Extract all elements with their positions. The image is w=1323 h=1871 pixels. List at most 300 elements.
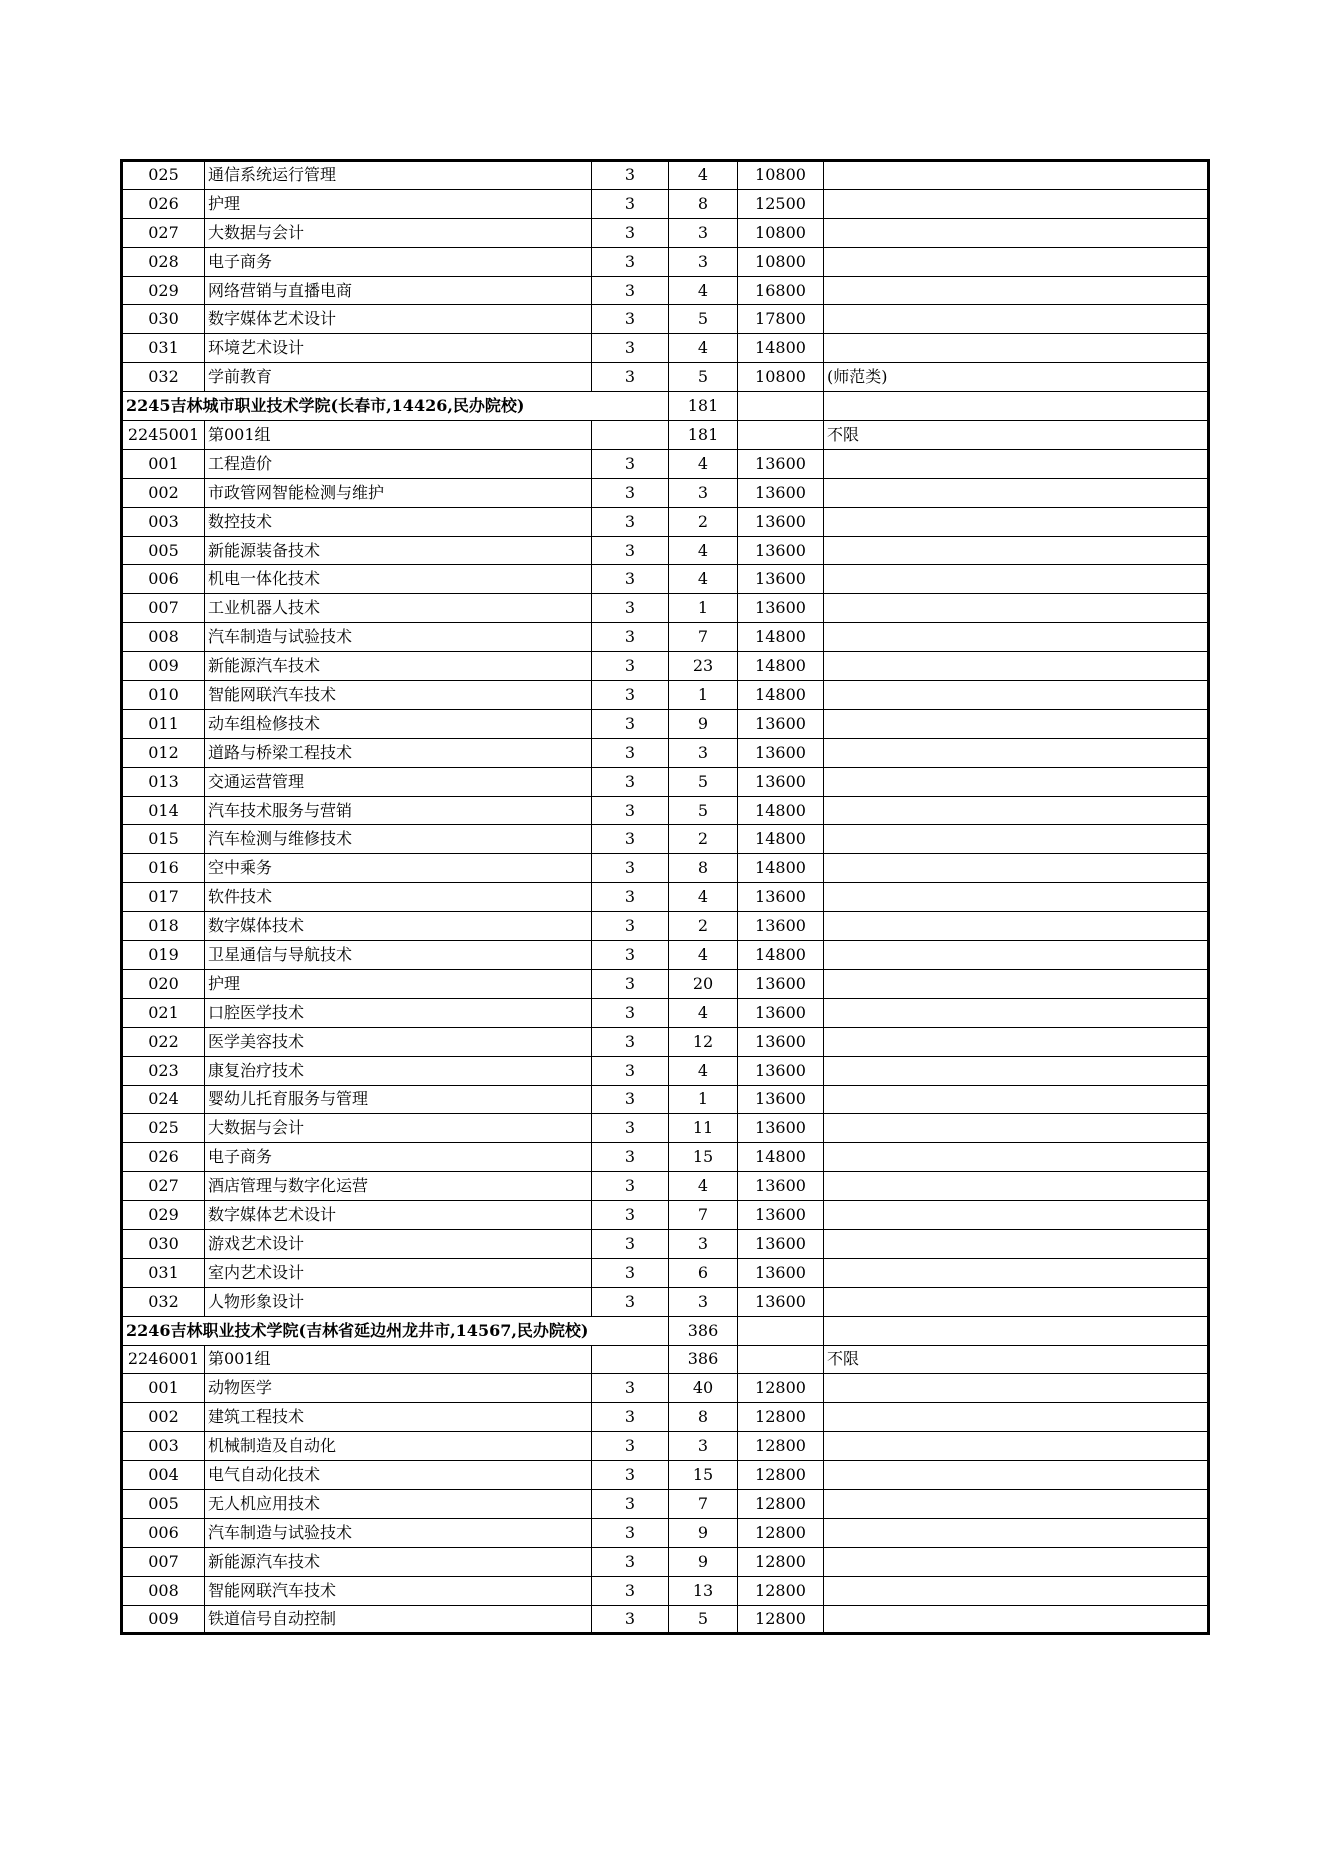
school-name: 2245吉林城市职业技术学院(长春市,14426,民办院校) xyxy=(122,392,669,421)
study-years: 3 xyxy=(592,1576,669,1605)
group-code: 2245001 xyxy=(122,421,205,450)
major-name: 室内艺术设计 xyxy=(205,1258,592,1287)
tuition-fee: 12800 xyxy=(738,1547,824,1576)
note-cell xyxy=(824,1229,1209,1258)
major-code: 025 xyxy=(122,161,205,190)
tuition-fee: 10800 xyxy=(738,247,824,276)
note-cell xyxy=(824,1403,1209,1432)
plan-count: 181 xyxy=(669,392,738,421)
note-cell xyxy=(824,218,1209,247)
major-code: 030 xyxy=(122,305,205,334)
tuition-fee: 10800 xyxy=(738,218,824,247)
plan-count: 3 xyxy=(669,1432,738,1461)
plan-count: 9 xyxy=(669,1518,738,1547)
plan-count: 4 xyxy=(669,536,738,565)
tuition-fee: 13600 xyxy=(738,1027,824,1056)
table-row xyxy=(122,767,1209,796)
plan-count: 23 xyxy=(669,652,738,681)
plan-count: 20 xyxy=(669,969,738,998)
major-code: 027 xyxy=(122,218,205,247)
study-years: 3 xyxy=(592,478,669,507)
table-row xyxy=(122,998,1209,1027)
table-row xyxy=(122,247,1209,276)
note-cell xyxy=(824,1287,1209,1316)
study-years: 3 xyxy=(592,334,669,363)
plan-count: 3 xyxy=(669,738,738,767)
table-row xyxy=(122,1056,1209,1085)
tuition-fee: 13600 xyxy=(738,1085,824,1114)
table-row xyxy=(122,652,1209,681)
study-years: 3 xyxy=(592,681,669,710)
plan-count: 8 xyxy=(669,189,738,218)
group-name: 第001组 xyxy=(205,421,592,450)
major-code: 022 xyxy=(122,1027,205,1056)
major-name: 铁道信号自动控制 xyxy=(205,1605,592,1634)
table-row xyxy=(122,218,1209,247)
table-row xyxy=(122,189,1209,218)
table-row xyxy=(122,623,1209,652)
subject-requirement: 不限 xyxy=(824,1345,1209,1374)
major-name: 新能源汽车技术 xyxy=(205,652,592,681)
tuition-fee: 16800 xyxy=(738,276,824,305)
table-row xyxy=(122,1201,1209,1230)
table-row xyxy=(122,1605,1209,1634)
subject-requirement: 不限 xyxy=(824,421,1209,450)
major-name: 网络营销与直播电商 xyxy=(205,276,592,305)
plan-count: 4 xyxy=(669,449,738,478)
study-years: 3 xyxy=(592,1258,669,1287)
major-name: 电气自动化技术 xyxy=(205,1461,592,1490)
table-row xyxy=(122,969,1209,998)
plan-count: 2 xyxy=(669,825,738,854)
table-row xyxy=(122,1547,1209,1576)
study-years: 3 xyxy=(592,276,669,305)
major-name: 交通运营管理 xyxy=(205,767,592,796)
study-years: 3 xyxy=(592,825,669,854)
major-name: 护理 xyxy=(205,189,592,218)
plan-count: 8 xyxy=(669,1403,738,1432)
table-row xyxy=(122,536,1209,565)
study-years: 3 xyxy=(592,969,669,998)
major-name: 动物医学 xyxy=(205,1374,592,1403)
note-cell xyxy=(824,767,1209,796)
major-code: 025 xyxy=(122,1114,205,1143)
tuition-fee: 13600 xyxy=(738,1172,824,1201)
major-code: 007 xyxy=(122,594,205,623)
note-cell xyxy=(824,738,1209,767)
tuition-fee: 13600 xyxy=(738,1229,824,1258)
major-name: 酒店管理与数字化运营 xyxy=(205,1172,592,1201)
major-code: 001 xyxy=(122,1374,205,1403)
plan-count: 7 xyxy=(669,1201,738,1230)
note-cell xyxy=(824,276,1209,305)
group-code: 2246001 xyxy=(122,1345,205,1374)
study-years: 3 xyxy=(592,507,669,536)
tuition-fee: 13600 xyxy=(738,507,824,536)
note-cell xyxy=(824,449,1209,478)
tuition-fee: 13600 xyxy=(738,536,824,565)
study-years: 3 xyxy=(592,1374,669,1403)
plan-count: 15 xyxy=(669,1143,738,1172)
major-name: 动车组检修技术 xyxy=(205,709,592,738)
note-cell xyxy=(824,1316,1209,1345)
major-code: 011 xyxy=(122,709,205,738)
admission-plan-table xyxy=(120,159,1210,1635)
tuition-fee: 12800 xyxy=(738,1461,824,1490)
note-cell xyxy=(824,623,1209,652)
study-years: 3 xyxy=(592,594,669,623)
group-row xyxy=(122,421,1209,450)
major-name: 软件技术 xyxy=(205,883,592,912)
plan-count: 386 xyxy=(669,1316,738,1345)
study-years: 3 xyxy=(592,1229,669,1258)
study-years: 3 xyxy=(592,1461,669,1490)
major-code: 006 xyxy=(122,565,205,594)
note-cell xyxy=(824,392,1209,421)
tuition-fee: 14800 xyxy=(738,825,824,854)
major-code: 032 xyxy=(122,363,205,392)
table-row xyxy=(122,305,1209,334)
table-row xyxy=(122,1172,1209,1201)
tuition-fee: 14800 xyxy=(738,623,824,652)
major-code: 005 xyxy=(122,1489,205,1518)
table-row xyxy=(122,1403,1209,1432)
major-code: 029 xyxy=(122,1201,205,1230)
study-years: 3 xyxy=(592,623,669,652)
tuition-fee: 13600 xyxy=(738,1258,824,1287)
tuition-fee: 13600 xyxy=(738,998,824,1027)
note-cell xyxy=(824,1143,1209,1172)
plan-count: 15 xyxy=(669,1461,738,1490)
table-row xyxy=(122,478,1209,507)
major-code: 018 xyxy=(122,912,205,941)
tuition-fee: 14800 xyxy=(738,334,824,363)
table-row xyxy=(122,1143,1209,1172)
tuition-fee: 13600 xyxy=(738,565,824,594)
major-code: 032 xyxy=(122,1287,205,1316)
tuition-fee: 13600 xyxy=(738,912,824,941)
major-name: 道路与桥梁工程技术 xyxy=(205,738,592,767)
major-name: 机械制造及自动化 xyxy=(205,1432,592,1461)
major-name: 通信系统运行管理 xyxy=(205,161,592,190)
major-name: 智能网联汽车技术 xyxy=(205,681,592,710)
plan-count: 5 xyxy=(669,767,738,796)
study-years: 3 xyxy=(592,767,669,796)
plan-count: 1 xyxy=(669,594,738,623)
major-name: 建筑工程技术 xyxy=(205,1403,592,1432)
group-row xyxy=(122,1345,1209,1374)
table-row xyxy=(122,1085,1209,1114)
study-years: 3 xyxy=(592,883,669,912)
tuition-fee: 14800 xyxy=(738,796,824,825)
study-years: 3 xyxy=(592,1518,669,1547)
tuition-fee: 12800 xyxy=(738,1403,824,1432)
note-cell xyxy=(824,1489,1209,1518)
table-row xyxy=(122,594,1209,623)
major-code: 003 xyxy=(122,1432,205,1461)
note-cell xyxy=(824,652,1209,681)
study-years: 3 xyxy=(592,449,669,478)
plan-count: 1 xyxy=(669,681,738,710)
major-name: 市政管网智能检测与维护 xyxy=(205,478,592,507)
major-name: 护理 xyxy=(205,969,592,998)
group-name: 第001组 xyxy=(205,1345,592,1374)
major-code: 008 xyxy=(122,1576,205,1605)
major-name: 智能网联汽车技术 xyxy=(205,1576,592,1605)
tuition-fee: 14800 xyxy=(738,681,824,710)
major-name: 电子商务 xyxy=(205,1143,592,1172)
major-name: 汽车检测与维修技术 xyxy=(205,825,592,854)
fee-cell xyxy=(738,392,824,421)
plan-count: 181 xyxy=(669,421,738,450)
table-row xyxy=(122,334,1209,363)
major-code: 006 xyxy=(122,1518,205,1547)
table-row xyxy=(122,1229,1209,1258)
note-cell xyxy=(824,1461,1209,1490)
major-name: 康复治疗技术 xyxy=(205,1056,592,1085)
major-code: 027 xyxy=(122,1172,205,1201)
tuition-fee: 12500 xyxy=(738,189,824,218)
major-name: 人物形象设计 xyxy=(205,1287,592,1316)
major-code: 004 xyxy=(122,1461,205,1490)
table-row xyxy=(122,738,1209,767)
major-code: 017 xyxy=(122,883,205,912)
note-cell xyxy=(824,1027,1209,1056)
note-cell xyxy=(824,825,1209,854)
note-cell xyxy=(824,1432,1209,1461)
major-name: 机电一体化技术 xyxy=(205,565,592,594)
major-name: 大数据与会计 xyxy=(205,1114,592,1143)
plan-count: 6 xyxy=(669,1258,738,1287)
study-years: 3 xyxy=(592,1432,669,1461)
study-years: 3 xyxy=(592,1489,669,1518)
note-cell xyxy=(824,536,1209,565)
years-cell xyxy=(592,1345,669,1374)
note-cell xyxy=(824,334,1209,363)
tuition-fee: 13600 xyxy=(738,1056,824,1085)
plan-count: 5 xyxy=(669,1605,738,1634)
table-row xyxy=(122,1489,1209,1518)
plan-count: 13 xyxy=(669,1576,738,1605)
table-row xyxy=(122,681,1209,710)
tuition-fee: 13600 xyxy=(738,1114,824,1143)
school-header-row xyxy=(122,1316,1209,1345)
note-cell xyxy=(824,854,1209,883)
plan-count: 9 xyxy=(669,709,738,738)
major-name: 工业机器人技术 xyxy=(205,594,592,623)
major-code: 015 xyxy=(122,825,205,854)
study-years: 3 xyxy=(592,709,669,738)
tuition-fee: 12800 xyxy=(738,1518,824,1547)
fee-cell xyxy=(738,421,824,450)
note-cell xyxy=(824,189,1209,218)
plan-count: 3 xyxy=(669,247,738,276)
study-years: 3 xyxy=(592,1172,669,1201)
note-cell xyxy=(824,1518,1209,1547)
table-row xyxy=(122,941,1209,970)
major-code: 026 xyxy=(122,1143,205,1172)
note-cell xyxy=(824,1374,1209,1403)
table-row xyxy=(122,1287,1209,1316)
study-years: 3 xyxy=(592,305,669,334)
tuition-fee: 12800 xyxy=(738,1576,824,1605)
table-row xyxy=(122,363,1209,392)
major-name: 环境艺术设计 xyxy=(205,334,592,363)
note-cell xyxy=(824,1056,1209,1085)
table-row xyxy=(122,507,1209,536)
tuition-fee: 10800 xyxy=(738,161,824,190)
table-row xyxy=(122,854,1209,883)
table-row xyxy=(122,1258,1209,1287)
tuition-fee: 13600 xyxy=(738,1201,824,1230)
major-code: 031 xyxy=(122,334,205,363)
table-row xyxy=(122,796,1209,825)
major-code: 012 xyxy=(122,738,205,767)
note-cell xyxy=(824,796,1209,825)
study-years: 3 xyxy=(592,565,669,594)
major-code: 009 xyxy=(122,1605,205,1634)
note-cell xyxy=(824,1605,1209,1634)
major-name: 工程造价 xyxy=(205,449,592,478)
note-cell xyxy=(824,1576,1209,1605)
tuition-fee: 12800 xyxy=(738,1374,824,1403)
table-row xyxy=(122,1461,1209,1490)
note-cell xyxy=(824,883,1209,912)
plan-count: 5 xyxy=(669,363,738,392)
study-years: 3 xyxy=(592,363,669,392)
note-cell xyxy=(824,478,1209,507)
major-code: 005 xyxy=(122,536,205,565)
major-name: 医学美容技术 xyxy=(205,1027,592,1056)
note-cell xyxy=(824,565,1209,594)
study-years: 3 xyxy=(592,1114,669,1143)
major-code: 030 xyxy=(122,1229,205,1258)
table-row xyxy=(122,1518,1209,1547)
tuition-fee: 14800 xyxy=(738,652,824,681)
table-row xyxy=(122,276,1209,305)
study-years: 3 xyxy=(592,1287,669,1316)
major-name: 汽车技术服务与营销 xyxy=(205,796,592,825)
major-name: 新能源装备技术 xyxy=(205,536,592,565)
major-code: 013 xyxy=(122,767,205,796)
tuition-fee: 14800 xyxy=(738,1143,824,1172)
study-years: 3 xyxy=(592,161,669,190)
study-years: 3 xyxy=(592,1403,669,1432)
major-name: 新能源汽车技术 xyxy=(205,1547,592,1576)
table-row xyxy=(122,883,1209,912)
major-code: 010 xyxy=(122,681,205,710)
study-years: 3 xyxy=(592,998,669,1027)
years-cell xyxy=(592,421,669,450)
note-cell xyxy=(824,709,1209,738)
plan-count: 4 xyxy=(669,941,738,970)
table-row xyxy=(122,1432,1209,1461)
plan-count: 4 xyxy=(669,565,738,594)
note-cell xyxy=(824,1114,1209,1143)
plan-count: 7 xyxy=(669,1489,738,1518)
tuition-fee: 12800 xyxy=(738,1605,824,1634)
plan-count: 3 xyxy=(669,478,738,507)
plan-count: 12 xyxy=(669,1027,738,1056)
study-years: 3 xyxy=(592,1605,669,1634)
major-code: 002 xyxy=(122,1403,205,1432)
study-years: 3 xyxy=(592,854,669,883)
major-name: 口腔医学技术 xyxy=(205,998,592,1027)
table-row xyxy=(122,449,1209,478)
major-name: 电子商务 xyxy=(205,247,592,276)
table-row xyxy=(122,565,1209,594)
plan-count: 3 xyxy=(669,1229,738,1258)
major-code: 003 xyxy=(122,507,205,536)
major-name: 游戏艺术设计 xyxy=(205,1229,592,1258)
table-row xyxy=(122,1027,1209,1056)
study-years: 3 xyxy=(592,536,669,565)
note-cell xyxy=(824,969,1209,998)
note-cell: (师范类) xyxy=(824,363,1209,392)
plan-count: 386 xyxy=(669,1345,738,1374)
plan-count: 4 xyxy=(669,276,738,305)
major-code: 023 xyxy=(122,1056,205,1085)
major-name: 无人机应用技术 xyxy=(205,1489,592,1518)
study-years: 3 xyxy=(592,1143,669,1172)
plan-count: 9 xyxy=(669,1547,738,1576)
plan-count: 3 xyxy=(669,1287,738,1316)
note-cell xyxy=(824,681,1209,710)
plan-count: 4 xyxy=(669,1172,738,1201)
tuition-fee: 17800 xyxy=(738,305,824,334)
major-code: 007 xyxy=(122,1547,205,1576)
major-code: 009 xyxy=(122,652,205,681)
major-name: 婴幼儿托育服务与管理 xyxy=(205,1085,592,1114)
table-body xyxy=(122,161,1209,1634)
major-code: 024 xyxy=(122,1085,205,1114)
plan-count: 2 xyxy=(669,912,738,941)
note-cell xyxy=(824,507,1209,536)
major-code: 020 xyxy=(122,969,205,998)
major-name: 数控技术 xyxy=(205,507,592,536)
plan-count: 8 xyxy=(669,854,738,883)
note-cell xyxy=(824,305,1209,334)
table-row xyxy=(122,825,1209,854)
school-header-row xyxy=(122,392,1209,421)
tuition-fee: 14800 xyxy=(738,941,824,970)
study-years: 3 xyxy=(592,218,669,247)
note-cell xyxy=(824,594,1209,623)
note-cell xyxy=(824,998,1209,1027)
plan-count: 40 xyxy=(669,1374,738,1403)
note-cell xyxy=(824,1547,1209,1576)
major-code: 016 xyxy=(122,854,205,883)
tuition-fee: 12800 xyxy=(738,1489,824,1518)
tuition-fee: 13600 xyxy=(738,594,824,623)
table-row xyxy=(122,161,1209,190)
fee-cell xyxy=(738,1345,824,1374)
tuition-fee: 12800 xyxy=(738,1432,824,1461)
table-row xyxy=(122,1576,1209,1605)
tuition-fee: 13600 xyxy=(738,767,824,796)
study-years: 3 xyxy=(592,652,669,681)
note-cell xyxy=(824,941,1209,970)
study-years: 3 xyxy=(592,247,669,276)
plan-count: 1 xyxy=(669,1085,738,1114)
tuition-fee: 13600 xyxy=(738,738,824,767)
major-code: 002 xyxy=(122,478,205,507)
plan-count: 4 xyxy=(669,998,738,1027)
major-name: 数字媒体艺术设计 xyxy=(205,1201,592,1230)
tuition-fee: 13600 xyxy=(738,969,824,998)
study-years: 3 xyxy=(592,1056,669,1085)
table-row xyxy=(122,709,1209,738)
